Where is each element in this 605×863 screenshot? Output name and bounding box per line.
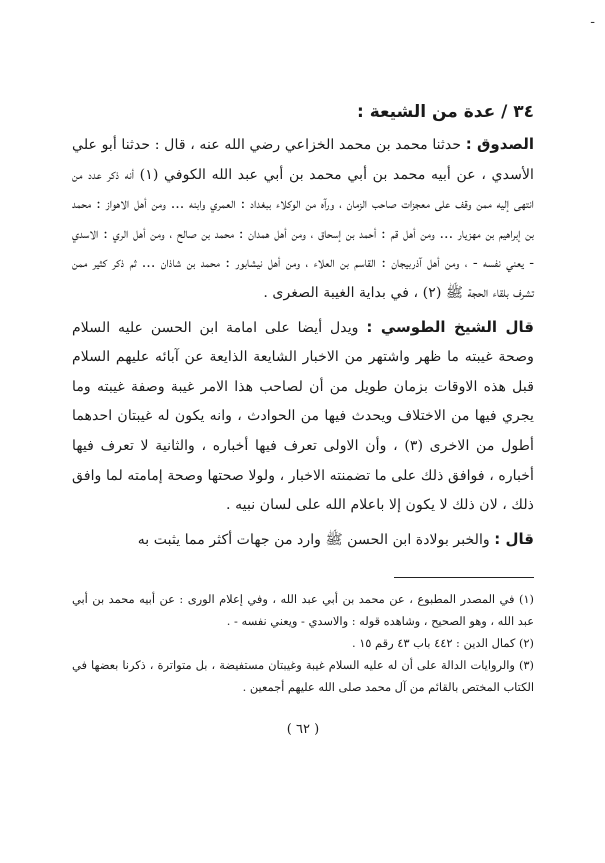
footnote-divider [394,577,534,578]
paragraph-text: ويدل أيضا على امامة ابن الحسن عليه السلام وصحة غيبته ما ظهر واشتهر من الاخبار الشايعة الذايعة عن آبائه عليهم السلام قبل هذه الاوقات بزمان طويل من أن لصاحب هذا الامر غيبة وصفة غيبته وما يجري فيها من الاختلاف ويحدث فيها من الحوادث ، وانه يكون له غيبتان احدهما أطول من الاخرى (٣) ، وأن الاولى تعرف فيها أخباره ، والثانية لا تعرف فيها أخباره ، فوافق ذلك على ما تضمنته الاخبار ، ولولا صحتها وصحة إمامته لما وافق ذلك ، لان ذلك لا يكون إلا باعلام الله على لسان نبيه . [72,319,534,514]
page-body [72,86,534,737]
paragraph-tusi [72,313,534,521]
paragraph-text: والخبر بولادة ابن الحسن ﷺ وارد من جهات أكثر مما يثبت به [137,531,495,548]
corner-mark: - [590,14,595,30]
paragraph-saduq [72,130,534,309]
page-number: ( ٦٢ ) [286,722,320,738]
speaker-label: قال الشيخ الطوسي : [366,317,534,336]
paragraph-qal [72,525,534,556]
footnote-2: (٢) كمال الدين : ٤٤٢ باب ٤٣ رقم ١٥ . [351,636,534,651]
paragraph-text: حدثنا محمد بن محمد الخزاعي رضي الله عنه ، قال : حدثنا أبو علي الأسدي ، عن أبيه محمد بن أبي محمد بن أبي عبد الله الكوفي (١) أنه ذكر عدد من انتهى إليه ممن وقف على معجزات صاحب الزمان ، ورآه من الوكلاء ببغداد : العمري وابنه ... ومن أهل الاهواز : محمد بن إبراهيم بن مهزيار ... ومن أهل قم : أحمد بن إسحاق ، ومن أهل همدان : محمد بن صالح ، ومن أهل الري : الاسدي - يعني نفسه - ، ومن أهل آذربيجان : القاسم بن العلاء ، ومن أهل نيشابور : محمد بن شاذان ... ثم ذكر كثير ممن تشرف بلقاء الحجة ﷺ (٢) ، في بداية الغيبة الصغرى . [72,137,534,301]
footnote-1: (١) في المصدر المطبوع ، عن محمد بن أبي عبد الله ، وفي إعلام الورى : عن أبيه محمد بن أبي عبد الله ، وهو الصحيح ، وشاهده قوله : والاسدي - ويعني نفسه - . [72,592,534,629]
footnote-3: (٣) والروايات الدالة على أن له عليه السلام غيبة وغيبتان مستفيضة ، بل متواترة ، ذكرنا بعضها في الكتاب المختص بالقائم من آل محمد صلى الله عليهم أجمعين . [72,658,534,695]
speaker-label: الصدوق : [465,135,534,153]
speaker-label: قال : [494,529,534,548]
section-heading: ٣٤ / عدة من الشيعة : [356,102,534,122]
